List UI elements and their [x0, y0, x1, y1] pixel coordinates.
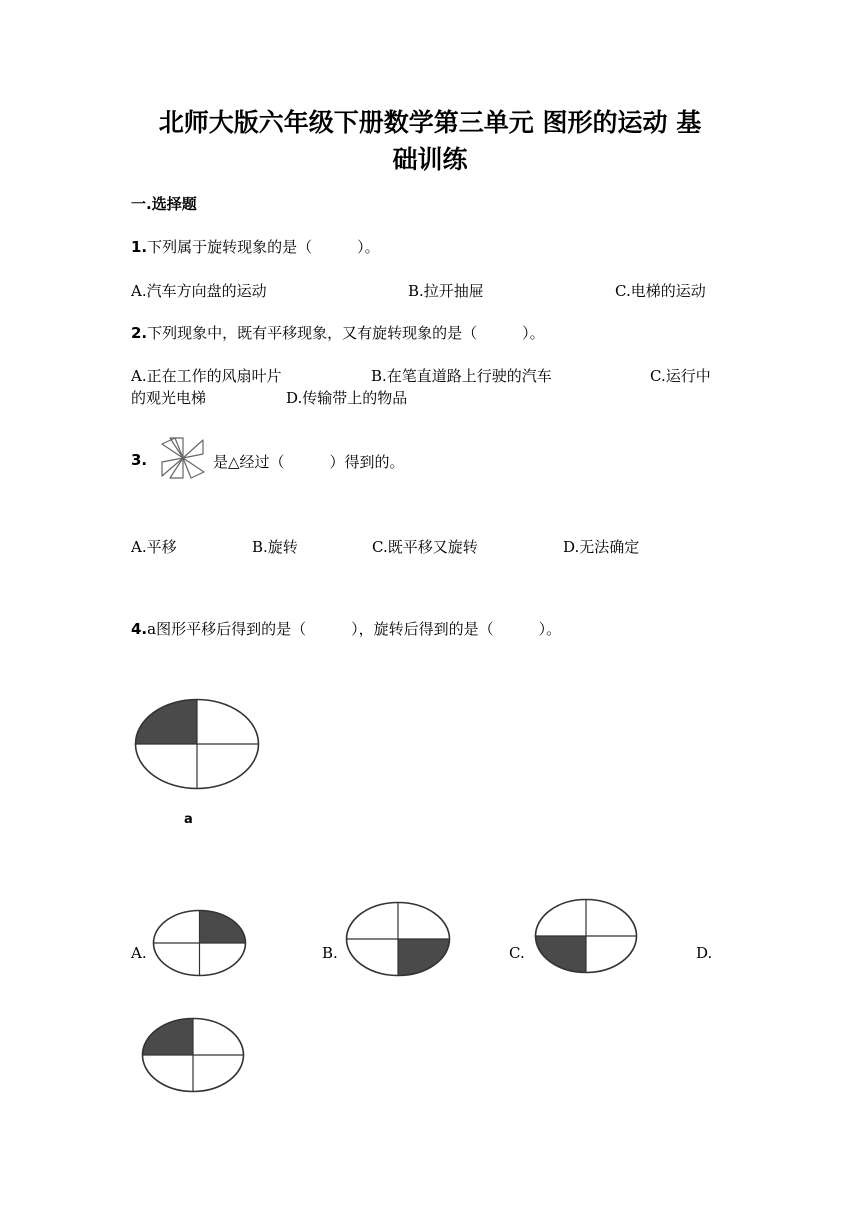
q2-option-a: A.正在工作的风扇叶片: [131, 367, 282, 385]
question-3-number: 3.: [131, 451, 148, 469]
question-2: [131, 322, 545, 343]
q4-option-d-label: D.: [696, 944, 713, 962]
question-number: 4.: [131, 620, 148, 638]
q4-option-a-label: A.: [131, 944, 147, 962]
option-a-ellipse: [152, 909, 247, 977]
question-1: [131, 236, 380, 257]
q1-option-c: C.电梯的运动: [615, 282, 706, 300]
q2-option-c-continued: 的观光电梯: [131, 389, 207, 407]
q4-option-b-label: B.: [322, 944, 338, 962]
page-title: 北师大版六年级下册数学第三单元 图形的运动 基: [158, 108, 702, 137]
q3-option-b: B.旋转: [252, 538, 298, 556]
figure-a-label: a: [184, 812, 193, 827]
question-text: 下列现象中，既有平移现象，又有旋转现象的是（ ）。: [147, 324, 545, 342]
q2-option-c: C.运行中: [650, 367, 711, 385]
question-4: [131, 618, 561, 639]
q1-option-b: B.拉开抽屉: [408, 282, 484, 300]
pinwheel-icon: [158, 434, 208, 482]
option-d-ellipse: [141, 1017, 245, 1093]
q3-option-d: D.无法确定: [563, 538, 640, 556]
page-title-continued: 础训练: [392, 145, 468, 174]
q1-option-a: A.汽车方向盘的运动: [131, 282, 267, 300]
question-text: 下列属于旋转现象的是（ ）。: [147, 238, 380, 256]
option-c-ellipse: [534, 898, 638, 974]
question-number: 2.: [131, 324, 148, 342]
section-heading: 一.选择题: [131, 195, 197, 213]
q3-option-c: C.既平移又旋转: [372, 538, 478, 556]
q2-option-d: D.传输带上的物品: [286, 389, 408, 407]
question-number: 1.: [131, 238, 148, 256]
q2-option-b: B.在笔直道路上行驶的汽车: [371, 367, 552, 385]
q4-option-c-label: C.: [509, 944, 525, 962]
question-text: a图形平移后得到的是（ ），旋转后得到的是（ ）。: [147, 620, 562, 638]
option-b-ellipse: [345, 901, 451, 977]
q3-option-a: A.平移: [131, 538, 177, 556]
figure-a-ellipse: [134, 698, 260, 790]
question-3-text: 是△经过（ ）得到的。: [213, 453, 405, 471]
